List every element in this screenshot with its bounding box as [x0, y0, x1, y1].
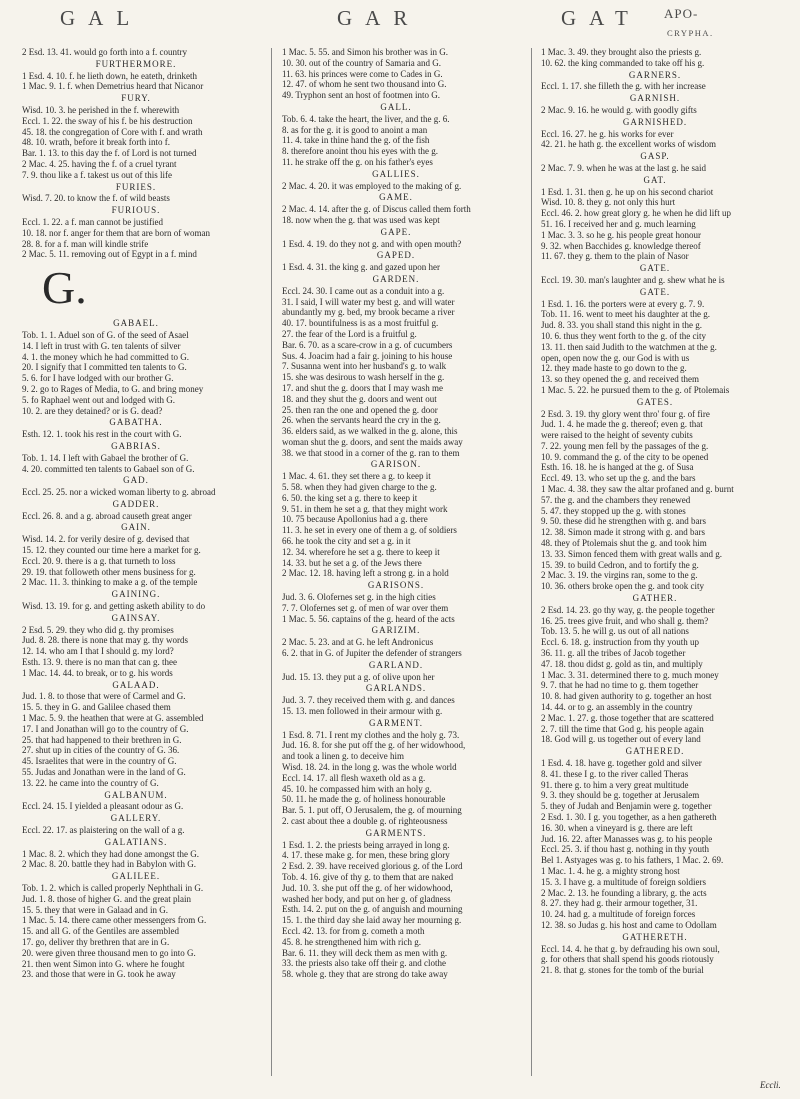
concordance-entry: 1 Mac. 3. 49. they brought also the priests g.	[541, 47, 702, 57]
concordance-entry: 18. now when the g. that was used was kept	[282, 214, 440, 225]
concordance-entry: 14. I left in trust with G. ten talents of silver	[22, 340, 181, 351]
running-head-apo: APO-	[664, 6, 699, 21]
concordance-entry: 2. 7. till the time that God g. his people again	[541, 723, 704, 734]
concordance-entry: 5. they of Judah and Benjamin were g. together	[541, 801, 712, 812]
concordance-entry: Eccl. 25. 3. if thou hast g. nothing in thy youth	[541, 844, 709, 855]
concordance-entry: 26. when the servants heard the cry in the g.	[282, 415, 441, 426]
concordance-entry: Jud. 16. 8. for she put off the g. of her widowhood,	[282, 740, 466, 751]
concordance-entry: Jud. 8. 28. there is none that may g. thy words	[22, 635, 188, 646]
headword: GALATIANS.	[104, 836, 168, 847]
concordance-entry: 2 Mac. 9. 16. he would g. with goodly gifts	[541, 104, 697, 115]
concordance-entry: Tob. 11. 16. went to meet his daughter at the g.	[541, 309, 711, 320]
headword: GALILEE.	[111, 871, 161, 882]
concordance-entry: 11. 4. take in thine hand the g. of the fish	[282, 135, 430, 146]
concordance-entry: 13. 11. then said Judith to the watchmen at the g.	[541, 341, 717, 352]
concordance-entry: 66. he took the city and set a g. in it	[282, 536, 411, 547]
concordance-entry: 1 Mac. 3. 3. so he g. his people great honour	[541, 229, 701, 240]
concordance-entry: Jud. 3. 6. Olofernes set g. in the high cities	[282, 592, 436, 603]
concordance-entry: 12. 34. wherefore he set a g. there to keep it	[282, 546, 440, 557]
concordance-entry: 6. 50. the king set a g. there to keep it	[282, 492, 418, 503]
concordance-entry: 12. they made haste to go down to the g.	[541, 363, 687, 374]
concordance-entry: Wisd. 13. 19. for g. and getting asketh ability to do	[22, 601, 206, 612]
running-head-gal: GAL	[60, 6, 143, 30]
concordance-entry: 25. then ran the one and opened the g. door	[282, 404, 438, 415]
concordance-entry: 10. 36. others broke open the g. and took city	[541, 581, 704, 592]
concordance-entry: Eccl. 14. 17. all flesh waxeth old as a g.	[282, 772, 426, 783]
concordance-entry: Eccl. 19. 30. man's laughter and g. shew what he is	[541, 274, 725, 285]
concordance-entry: 12. 38. so Judas g. his host and came to Odollam	[541, 919, 717, 930]
concordance-entry: 11. 67. they g. them to the plain of Nasor	[541, 251, 689, 262]
concordance-entry: 8. as for the g. it is good to anoint a man	[282, 124, 428, 135]
headword: GARMENTS.	[365, 827, 427, 838]
headword: GAINING.	[111, 589, 161, 600]
concordance-entry: 42. 21. he hath g. the excellent works of wisdom	[541, 139, 716, 150]
concordance-entry: 10. 18. nor f. anger for them that are born of woman	[22, 227, 210, 238]
concordance-entry: open, open now the g. our God is with us	[541, 352, 690, 363]
concordance-entry: Tob. 4. 16. give of thy g. to them that are naked	[282, 871, 454, 882]
concordance-entry: 1 Mac. 9. 1. f. when Demetrius heard that Nicanor	[22, 81, 204, 92]
headword: GATHERETH.	[622, 931, 688, 942]
concordance-entry: 38. we that stood in a corner of the g. ran to them	[282, 447, 460, 458]
concordance-entry: Eccl. 24. 15. I yielded a pleasant odour as G.	[22, 801, 184, 812]
concordance-entry: Sus. 4. Joacim had a fair g. joining to his house	[282, 350, 453, 361]
concordance-entry: Tob. 1. 2. which is called properly Nephthali in G.	[22, 882, 204, 893]
headword: GATE.	[639, 263, 671, 274]
concordance-entry: 2 Esd. 1. 30. I g. you together, as a hen gathereth	[541, 811, 717, 822]
concordance-entry: 1 Mac. 4. 61. they set there a g. to keep it	[282, 471, 431, 482]
concordance-entry: 27. the fear of the Lord is a fruitful g.	[282, 328, 417, 339]
concordance-entry: 14. 33. but he set a g. of the Jews there	[282, 557, 422, 568]
concordance-entry: 11. he strake off the g. on his father's eyes	[282, 156, 433, 167]
concordance-entry: washed her body, and put on her g. of gladness	[282, 893, 451, 904]
headword: GALL.	[380, 101, 412, 112]
column-rule	[271, 48, 272, 1076]
concordance-entry: Bar. 6. 70. as a scare-crow in a g. of cucumbers	[282, 339, 453, 350]
concordance-entry: 2 Mac. 3. 19. the virgins ran, some to the g.	[541, 570, 698, 581]
concordance-entry: 9. 50. these did he strengthen with g. and bars	[541, 516, 706, 527]
concordance-entry: 47. 18. thou didst g. gold as tin, and multiply	[541, 658, 703, 669]
concordance-entry: Eccl. 1. 22. a f. man cannot be justified	[22, 216, 163, 227]
concordance-entry: Tob. 1. 14. I left with Gabael the brother of G.	[22, 452, 189, 463]
concordance-entry: 15. 5. they that were in Galaad and in G.	[22, 904, 168, 915]
concordance-entry: 1 Esd. 8. 71. I rent my clothes and the holy g. 73.	[282, 729, 460, 740]
column-left	[22, 47, 250, 1089]
headword: FURTHERMORE.	[95, 58, 177, 69]
column-middle	[282, 47, 510, 1089]
concordance-entry: Eccl. 25. 25. nor a wicked woman liberty to g. abroad	[22, 487, 216, 498]
concordance-entry: 15. 39. to build Cedron, and to fortify the g.	[541, 559, 699, 570]
concordance-entry: Wisd. 18. 24. in the long g. was the whole world	[282, 762, 457, 772]
concordance-entry: 1 Mac. 8. 2. which they had done amongst the G.	[22, 848, 199, 859]
concordance-entry: Wisd. 10. 3. he perished in the f. wherewith	[22, 104, 180, 115]
concordance-entry: 11. 63. his princes were come to Cades in G.	[282, 68, 443, 79]
concordance-entry: 4. 17. these make g. for men, these bring glory	[282, 850, 450, 861]
concordance-entry: 12. 38. Simon made it strong with g. and bars	[541, 527, 705, 538]
concordance-entry: 1 Mac. 1. 4. he g. a mighty strong host	[541, 865, 680, 876]
column-right	[541, 47, 769, 1089]
concordance-entry: 91. there g. to him a very great multitude	[541, 779, 689, 790]
concordance-entry: 13. 33. Simon fenced them with great walls and g.	[541, 548, 722, 559]
concordance-entry: Wisd. 10. 8. they g. not only this hurt	[541, 197, 676, 208]
concordance-entry: 15. and all G. of the Gentiles are assembled	[22, 926, 179, 937]
concordance-entry: 13. so they opened the g. and received them	[541, 374, 699, 385]
concordance-entry: 10. 24. had g. a multitude of foreign forces	[541, 909, 696, 920]
concordance-entry: 2 Mac. 5. 11. removing out of Egypt in a f. mind	[22, 249, 197, 260]
concordance-entry: 55. Judas and Jonathan were in the land of G.	[22, 767, 186, 778]
headword: GARNISH.	[629, 93, 681, 104]
concordance-entry: 6. 2. that in G. of Jupiter the defender of strangers	[282, 648, 462, 659]
running-head-gat: GAT	[561, 6, 641, 30]
concordance-entry: 9. 7. that he had no time to g. them together	[541, 680, 699, 691]
concordance-entry: 2 Esd. 5. 29. they who did g. thy promises	[22, 624, 174, 635]
headword: GARLAND.	[368, 659, 424, 670]
headword: GARNERS.	[628, 69, 682, 80]
concordance-entry: Eccl. 26. 8. and a g. abroad causeth great anger	[22, 510, 192, 521]
concordance-entry: 10. 6. thus they went forth to the g. of the city	[541, 330, 706, 341]
concordance-entry: 1 Esd. 1. 31. then g. he up on his second chariot	[541, 186, 714, 197]
concordance-entry: Eccl. 22. 17. as plaistering on the wall of a g.	[22, 825, 185, 835]
concordance-entry: 15. 12. they counted our time here a market for g.	[22, 545, 201, 556]
concordance-entry: 18. and they shut the g. doors and went out	[282, 393, 437, 404]
headword: GALBANUM.	[104, 789, 168, 800]
headword: GATHERED.	[625, 746, 685, 757]
concordance-entry: 7. Susanna went into her husband's g. to walk	[282, 361, 447, 372]
concordance-entry: Esth. 12. 1. took his rest in the court with G.	[22, 429, 182, 440]
concordance-entry: 23. and those that were in G. took he away	[22, 969, 176, 980]
concordance-entry: 10. 8. had given authority to g. together an host	[541, 691, 712, 702]
concordance-entry: 8. 27. they had g. their armour together, 31.	[541, 898, 698, 909]
concordance-entry: Esth. 16. 18. he is hanged at the g. of Susa	[541, 462, 694, 473]
headword: GARISON.	[370, 459, 422, 470]
concordance-entry: 17. I and Jonathan will go to the country of G.	[22, 723, 189, 734]
concordance-entry: 50. 11. he made the g. of holiness honourable	[282, 794, 446, 805]
concordance-entry: 20. were given three thousand men to go into G.	[22, 947, 196, 958]
concordance-entry: 2 Mac. 11. 3. thinking to make a g. of the temple	[22, 577, 198, 588]
concordance-entry: 13. 22. he came into the country of G.	[22, 777, 159, 788]
concordance-entry: Bar. 6. 11. they will deck them as men with g.	[282, 947, 448, 958]
concordance-entry: 1 Mac. 4. 38. they saw the altar profaned and g. burnt	[541, 484, 734, 495]
headword: GARISONS.	[367, 580, 425, 591]
headword: FURY.	[121, 93, 151, 104]
headword: GAIN.	[121, 522, 151, 533]
concordance-entry: 15. 1. the third day she laid away her mourning g.	[282, 915, 462, 926]
concordance-entry: Eccl. 1. 17. she filleth the g. with her increase	[541, 81, 706, 92]
concordance-entry: 58. whole g. they that are strong do take away	[282, 969, 448, 980]
headword: GATES.	[636, 396, 674, 407]
concordance-entry: Eccl. 46. 2. how great glory g. he when he did lift up	[541, 208, 731, 219]
running-head-gar: GAR	[337, 6, 421, 30]
concordance-entry: g. for others that shall spend his goods riotously	[541, 954, 714, 965]
concordance-entry: Eccl. 14. 4. he that g. by defrauding his own soul,	[541, 943, 720, 954]
concordance-entry: 2 Esd. 13. 41. would go forth into a f. country	[22, 47, 187, 57]
concordance-entry: 1 Esd. 1. 16. the porters were at every g. 7. 9.	[541, 298, 705, 309]
concordance-entry: Eccl. 42. 13. for from g. cometh a moth	[282, 925, 425, 936]
headword: GALLERY.	[110, 813, 162, 824]
concordance-entry: 18. God will g. us together out of every land	[541, 734, 701, 745]
headword: GABATHA.	[109, 417, 163, 428]
concordance-entry: 9. 32. when Bacchides g. knowledge thereof	[541, 240, 701, 251]
concordance-entry: 57. the g. and the chambers they renewed	[541, 494, 691, 505]
concordance-entry: 45. 8. he strengthened him with rich g.	[282, 936, 421, 947]
headword: GARNISHED.	[622, 116, 688, 127]
concordance-entry: 10. 9. command the g. of the city to be opened	[541, 451, 709, 462]
concordance-entry: 29. 19. that followeth other mens business for g.	[22, 566, 196, 577]
concordance-entry: Eccl. 1. 22. the sway of his f. be his destruction	[22, 115, 193, 126]
concordance-entry: 15. 3. I have g. a multitude of foreign soldiers	[541, 876, 706, 887]
concordance-entry: 2. cast about thee a double g. of righteousness	[282, 815, 448, 826]
concordance-entry: Eccl. 49. 13. who set up the g. and the bars	[541, 473, 696, 484]
concordance-entry: 11. 3. he set in every one of them a g. of soldiers	[282, 525, 457, 536]
concordance-entry: 10. 62. the king commanded to take off his g.	[541, 57, 705, 68]
headword: GAME.	[379, 192, 413, 203]
concordance-entry: 25. that had happened to their brethren in G.	[22, 734, 182, 745]
headword: GARDEN.	[372, 273, 420, 284]
concordance-entry: 1 Mac. 5. 56. captains of the g. heard of the acts	[282, 613, 455, 624]
concordance-entry: 48. they of Ptolemais shut the g. and took him	[541, 538, 707, 549]
concordance-entry: 9. 51. in them he set a g. that they might work	[282, 503, 448, 514]
concordance-entry: 1 Mac. 5. 14. there came other messengers from G.	[22, 915, 207, 926]
running-head-apocrypha: CRYPHA.	[667, 28, 714, 38]
headword: GAD.	[123, 475, 149, 486]
headword: GADDER.	[112, 498, 160, 509]
concordance-entry: 2 Mac. 7. 9. when he was at the last g. he said	[541, 162, 706, 173]
headword: GABAEL.	[113, 318, 159, 329]
concordance-entry: 4. 1. the money which he had committed to G.	[22, 351, 189, 362]
concordance-entry: 1 Esd. 4. 31. the king g. and gazed upon her	[282, 262, 440, 273]
concordance-entry: 45. 10. he compassed him with an holy g.	[282, 783, 432, 794]
concordance-entry: 2 Mac. 5. 23. and at G. he left Andronicus	[282, 637, 434, 648]
concordance-entry: woman shut the g. doors, and sent the maids away	[282, 436, 463, 447]
concordance-entry: 12. 47. of whom he sent two thousand into G.	[282, 79, 447, 90]
headword: GARMENT.	[368, 717, 424, 728]
concordance-entry: Jud. 10. 3. she put off the g. of her widowhood,	[282, 882, 453, 893]
concordance-entry: 48. 10. wrath, before it break forth into f.	[22, 137, 170, 148]
headword: GAPED.	[376, 250, 416, 261]
concordance-entry: 8. 41. these I g. to the river called Theras	[541, 768, 689, 779]
concordance-entry: Bel 1. Astyages was g. to his fathers, 1 Mac. 2. 69.	[541, 855, 724, 866]
concordance-entry: Tob. 6. 4. take the heart, the liver, and the g. 6.	[282, 113, 450, 124]
concordance-entry: 14. 44. or to g. an assembly in the country	[541, 702, 693, 713]
concordance-entry: 17. go, deliver thy brethren that are in G.	[22, 936, 170, 947]
concordance-entry: Esth. 13. 9. there is no man that can g. thee	[22, 657, 177, 668]
headword: GAT.	[643, 174, 667, 185]
concordance-entry: 36. 11. g. all the tribes of Jacob together	[541, 648, 686, 659]
concordance-entry: 4. 20. committed ten talents to Gabael son of G.	[22, 463, 195, 474]
concordance-entry: 2 Mac. 8. 20. battle they had in Babylon with G.	[22, 859, 196, 870]
concordance-entry: 45. Israelites that were in the country of G.	[22, 756, 177, 767]
headword: FURIES.	[115, 181, 157, 192]
concordance-entry: 9. 2. go to Rages of Media, to G. and bring money	[22, 383, 204, 394]
concordance-entry: Jud. 3. 7. they received them with g. and dances	[282, 695, 455, 706]
concordance-entry: Eccl. 16. 27. he g. his works for ever	[541, 128, 674, 139]
headword: GASP.	[640, 151, 670, 162]
concordance-entry: 12. 14. who am I that I should g. my lord?	[22, 646, 174, 657]
column-rule	[531, 48, 532, 1076]
concordance-entry: 7. 7. Olofernes set g. of men of war over them	[282, 602, 449, 613]
catchword: Eccli.	[760, 1080, 781, 1090]
concordance-entry: Tob. 13. 5. he will g. us out of all nations	[541, 626, 689, 637]
concordance-entry: 5. 58. when they had given charge to the g.	[282, 482, 437, 493]
concordance-entry: 5. 47. they stopped up the g. with stones	[541, 505, 686, 516]
concordance-entry: 7. 22. young men fell by the passages of the g.	[541, 440, 709, 451]
concordance-entry: 2 Mac. 2. 13. he founding a library, g. the acts	[541, 887, 707, 898]
concordance-entry: 2 Mac. 1. 27. g. those together that are scattered	[541, 712, 714, 723]
headword: GAINSAY.	[111, 612, 161, 623]
headword: FURIOUS.	[111, 205, 161, 216]
headword: GATE.	[639, 286, 671, 297]
concordance-entry: Wisd. 14. 2. for verily desire of g. devised that	[22, 534, 190, 545]
concordance-entry: 8. therefore anoint thou his eyes with the g.	[282, 146, 438, 157]
concordance-entry: 17. and shut the g. doors that I may wash me	[282, 382, 443, 393]
concordance-entry: 10. 2. are they detained? or is G. dead?	[22, 405, 163, 416]
concordance-entry: 51. 16. I received her and g. much learning	[541, 218, 696, 229]
concordance-entry: 27. shut up in cities of the country of G. 36.	[22, 745, 180, 756]
concordance-entry: 16. 30. when a vineyard is g. there are left	[541, 822, 693, 833]
concordance-entry: 15. 5. they in G. and Galilee chased them	[22, 702, 171, 713]
concordance-entry: were raised to the height of seventy cubits	[541, 430, 693, 441]
concordance-entry: Eccl. 20. 9. there is a g. that turneth to loss	[22, 555, 176, 566]
concordance-entry: 2 Mac. 4. 25. having the f. of a cruel tyrant	[22, 158, 177, 169]
concordance-entry: Jud. 15. 13. they put a g. of olive upon her	[282, 671, 435, 682]
concordance-entry: 1 Esd. 4. 10. f. he lieth down, he eateth, drinketh	[22, 70, 197, 81]
concordance-entry: Esth. 14. 2. put on the g. of anguish and mourning	[282, 904, 463, 915]
concordance-entry: 1 Esd. 4. 18. have g. together gold and silver	[541, 758, 702, 768]
headword: GALAAD.	[112, 679, 160, 690]
concordance-entry: 1 Esd. 4. 19. do they not g. and with open mouth?	[282, 238, 462, 249]
concordance-entry: 2 Esd. 2. 39. have received glorious g. of the Lord	[282, 861, 463, 872]
concordance-entry: Tob. 1. 1. Aduel son of G. of the seed of Asael	[22, 329, 189, 340]
concordance-entry: 20. I signify that I committed ten talents to G.	[22, 362, 187, 373]
headword: GALLIES.	[372, 168, 420, 179]
concordance-entry: Wisd. 7. 20. to know the f. of wild beasts	[22, 193, 170, 204]
concordance-entry: 9. 3. they should be g. together at Jerusalem	[541, 790, 700, 801]
concordance-entry: 15. she was desirous to wash herself in the g.	[282, 372, 445, 383]
concordance-entry: 2 Esd. 3. 19. thy glory went thro' four g. of fire	[541, 408, 710, 419]
concordance-entry: 1 Mac. 5. 55. and Simon his brother was in G.	[282, 47, 448, 57]
concordance-entry: 1 Mac. 5. 22. he pursued them to the g. of Ptolemais	[541, 384, 730, 395]
concordance-entry: 21. then went Simon into G. where he fought	[22, 958, 185, 969]
headword: GATHER.	[632, 593, 678, 604]
concordance-entry: Jud. 1. 8. to those that were of Carmel and G.	[22, 691, 186, 702]
concordance-entry: 2 Mac. 4. 14. after the g. of Discus called them forth	[282, 204, 471, 215]
concordance-entry: Jud. 16. 22. after Manasses was g. to his people	[541, 833, 713, 844]
concordance-entry: Jud. 1. 8. those of higher G. and the great plain	[22, 893, 191, 904]
concordance-entry: 5. fo Raphael went out and lodged with G.	[22, 394, 175, 405]
concordance-entry: 45. 18. the congregation of Core with f. and wrath	[22, 126, 203, 137]
concordance-entry: Eccl. 6. 18. g. instruction from thy youth up	[541, 637, 699, 648]
concordance-entry: Bar. 5. 1. put off, O Jerusalem, the g. of mourning	[282, 805, 462, 816]
concordance-entry: 49. Tryphon sent an host of footmen into G.	[282, 90, 441, 101]
concordance-entry: 7. 9. thou like a f. takest us out of this life	[22, 169, 172, 180]
concordance-entry: 16. 25. trees give fruit, and who shall g. them?	[541, 615, 709, 626]
section-letter: G.	[42, 262, 87, 314]
concordance-entry: 2 Mac. 4. 20. it was employed to the making of g.	[282, 180, 462, 191]
concordance-entry: 28. 8. for a f. man will kindle strife	[22, 238, 149, 249]
headword: GAPE.	[380, 226, 412, 237]
concordance-entry: 10. 75 because Apollonius had a g. there	[282, 514, 428, 525]
concordance-entry: Jud. 1. 4. he made the g. thereof; even g. that	[541, 419, 703, 430]
concordance-entry: 36. elders said, as we walked in the g. alone, this	[282, 426, 458, 437]
concordance-entry: 1 Mac. 5. 9. the heathen that were at G. assembled	[22, 713, 204, 724]
concordance-entry: 2 Mac. 12. 18. having left a strong g. in a hold	[282, 568, 449, 579]
headword: GARIZIM.	[371, 625, 421, 636]
concordance-entry: 1 Esd. 1. 2. the priests being arrayed in long g.	[282, 839, 450, 850]
headword: GARLANDS.	[365, 683, 427, 694]
concordance-entry: Bar. 1. 13. to this day the f. of Lord is not turned	[22, 148, 197, 159]
concordance-entry: 31. I said, I will water my best g. and will water	[282, 296, 455, 307]
concordance-entry: 5. 6. for I have lodged with our brother G.	[22, 373, 174, 384]
concordance-entry: 40. 17. bountifulness is as a most fruitful g.	[282, 318, 439, 329]
concordance-entry: 1 Mac. 3. 31. determined there to g. much money	[541, 669, 719, 680]
headword: GABRIAS.	[111, 440, 161, 451]
concordance-entry: Eccl. 24. 30. I came out as a conduit into a g.	[282, 285, 445, 296]
concordance-entry: 10. 30. out of the country of Samaria and G.	[282, 57, 441, 68]
concordance-entry: 15. 13. men followed in their armour with g.	[282, 706, 443, 717]
concordance-entry: 21. 8. that g. stones for the tomb of the burial	[541, 965, 704, 976]
concordance-entry: 1 Mac. 14. 44. to break, or to g. his words	[22, 667, 173, 678]
concordance-entry: 33. the priests also take off their g. and clothe	[282, 958, 447, 969]
concordance-entry: 2 Esd. 14. 23. go thy way, g. the people together	[541, 604, 715, 615]
concordance-entry: Jud. 8. 33. you shall stand this night in the g.	[541, 320, 702, 331]
concordance-entry: abundantly my g. bed, my brook became a river	[282, 307, 455, 318]
concordance-entry: and took a linen g. to deceive him	[282, 751, 404, 762]
